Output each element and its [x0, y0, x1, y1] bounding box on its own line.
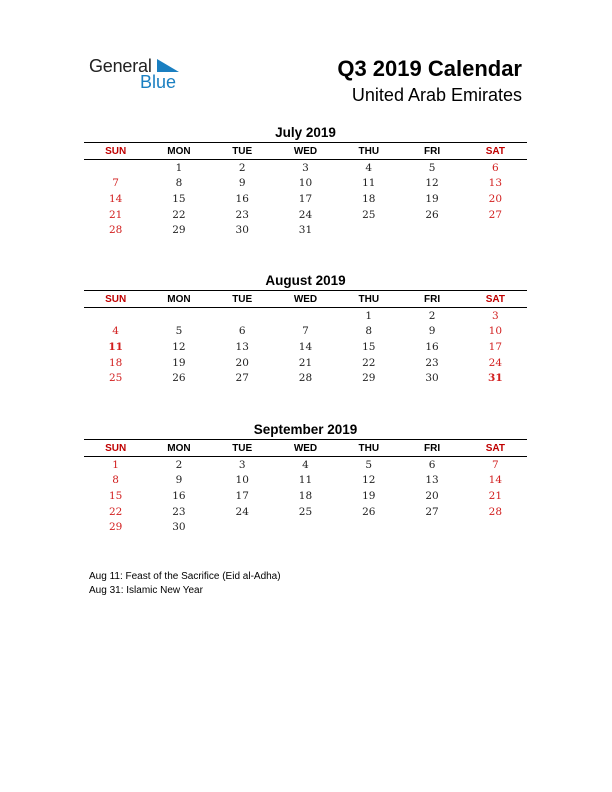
day-cell: 15 — [172, 192, 186, 205]
day-cell: 29 — [172, 224, 186, 237]
day-cell: 19 — [362, 489, 376, 502]
day-cell: 29 — [362, 372, 376, 385]
day-cell: 24 — [488, 356, 503, 369]
day-cell: 8 — [365, 325, 373, 338]
day-cell: 26 — [362, 505, 376, 518]
day-cell: 6 — [491, 161, 499, 174]
weekday-sun: SUN — [105, 442, 127, 454]
week-row — [84, 370, 527, 386]
logo-text-blue: Blue — [140, 72, 177, 92]
day-cell: 23 — [235, 208, 249, 221]
day-cell: 24 — [298, 208, 313, 221]
week-row — [84, 473, 527, 489]
week-row — [84, 488, 527, 504]
month-title: July 2019 — [275, 125, 336, 140]
day-cell: 10 — [298, 177, 313, 190]
day-cell: 17 — [298, 192, 313, 205]
day-cell: 28 — [108, 224, 123, 237]
day-cell: 30 — [235, 224, 249, 237]
day-cell: 11 — [108, 340, 123, 353]
holiday-notes — [89, 570, 281, 598]
holiday-note: Aug 11: Feast of the Sacrifice (Eid al-Adha) — [89, 571, 281, 582]
day-cell: 9 — [238, 177, 246, 190]
week-row — [84, 519, 527, 535]
day-cell: 10 — [235, 474, 249, 487]
weekday-sun: SUN — [105, 293, 127, 305]
day-cell: 2 — [238, 161, 246, 174]
day-cell: 30 — [172, 521, 186, 534]
day-cell: 25 — [362, 208, 376, 221]
day-cell: 12 — [362, 474, 376, 487]
weekday-mon: MON — [167, 442, 191, 454]
general-blue-logo — [89, 56, 189, 96]
day-cell: 17 — [235, 489, 249, 502]
weekday-mon: MON — [167, 145, 191, 157]
country-subtitle: United Arab Emirates — [351, 85, 522, 105]
day-cell: 22 — [172, 208, 186, 221]
weekday-thu: THU — [358, 442, 380, 454]
weekday-sun: SUN — [105, 145, 127, 157]
day-cell: 8 — [175, 177, 183, 190]
weekday-tue: TUE — [232, 145, 253, 157]
day-cell: 22 — [108, 505, 123, 518]
day-cell: 5 — [175, 325, 183, 338]
day-cell: 16 — [425, 340, 439, 353]
month-july — [84, 124, 527, 238]
day-cell: 18 — [362, 192, 376, 205]
day-cell: 7 — [302, 325, 309, 338]
day-cell: 3 — [491, 309, 499, 322]
week-row — [84, 355, 527, 371]
week-row — [84, 222, 527, 238]
weekday-wed: WED — [293, 145, 318, 157]
day-cell: 12 — [172, 340, 186, 353]
day-cell: 27 — [425, 505, 439, 518]
day-cell: 14 — [488, 474, 503, 487]
day-cell: 21 — [298, 356, 313, 369]
weekday-wed: WED — [293, 442, 318, 454]
day-cell: 14 — [108, 192, 123, 205]
day-cell: 31 — [488, 372, 503, 385]
day-cell: 26 — [172, 372, 186, 385]
day-cell: 17 — [488, 340, 503, 353]
weekday-sat: SAT — [485, 145, 505, 157]
day-cell: 15 — [108, 489, 123, 502]
day-cell: 4 — [302, 458, 309, 471]
logo-triangle-icon — [157, 59, 179, 72]
weekday-header-row — [84, 142, 527, 160]
day-cell: 5 — [365, 458, 373, 471]
day-cell: 3 — [302, 161, 309, 174]
month-title: August 2019 — [265, 273, 346, 288]
day-cell: 27 — [488, 208, 503, 221]
day-cell: 2 — [175, 458, 183, 471]
day-cell: 18 — [108, 356, 123, 369]
day-cell: 27 — [235, 372, 249, 385]
weekday-mon: MON — [167, 293, 191, 305]
weekday-sat: SAT — [485, 442, 505, 454]
day-cell: 26 — [425, 208, 439, 221]
day-cell: 18 — [298, 489, 313, 502]
day-cell: 13 — [425, 474, 439, 487]
day-cell: 10 — [488, 325, 503, 338]
day-cell: 23 — [425, 356, 439, 369]
holiday-note: Aug 31: Islamic New Year — [89, 585, 203, 596]
weekday-header-row — [84, 439, 527, 457]
week-row — [84, 504, 527, 520]
weekday-tue: TUE — [232, 293, 253, 305]
day-cell: 12 — [425, 177, 439, 190]
page-title: Q3 2019 Calendar — [337, 56, 522, 81]
week-row — [84, 339, 527, 355]
weekday-fri: FRI — [423, 442, 441, 454]
weekday-thu: THU — [358, 145, 380, 157]
week-row — [84, 191, 527, 207]
day-cell: 30 — [425, 372, 439, 385]
day-cell: 15 — [362, 340, 376, 353]
weekday-thu: THU — [358, 293, 380, 305]
day-cell: 13 — [488, 177, 503, 190]
day-cell: 7 — [491, 458, 499, 471]
day-cell: 16 — [235, 192, 249, 205]
day-cell: 28 — [298, 372, 313, 385]
day-cell: 20 — [425, 489, 439, 502]
week-row — [84, 207, 527, 223]
day-cell: 31 — [298, 224, 313, 237]
logo-text-general: General — [89, 56, 152, 76]
weekday-fri: FRI — [423, 293, 441, 305]
week-row — [84, 308, 527, 324]
day-cell: 14 — [298, 340, 313, 353]
week-row — [84, 160, 527, 176]
day-cell: 16 — [172, 489, 186, 502]
day-cell: 3 — [238, 458, 246, 471]
day-cell: 22 — [362, 356, 376, 369]
day-cell: 4 — [112, 325, 119, 338]
day-cell: 20 — [235, 356, 249, 369]
day-cell: 28 — [488, 505, 503, 518]
day-cell: 13 — [235, 340, 249, 353]
day-cell: 9 — [175, 474, 183, 487]
month-title: September 2019 — [253, 422, 358, 437]
week-row — [84, 324, 527, 340]
day-cell: 20 — [488, 192, 503, 205]
weekday-fri: FRI — [423, 145, 441, 157]
day-cell: 21 — [488, 489, 503, 502]
day-cell: 21 — [108, 208, 123, 221]
day-cell: 7 — [112, 177, 119, 190]
day-cell: 25 — [108, 372, 123, 385]
weekday-sat: SAT — [485, 293, 505, 305]
day-cell: 11 — [298, 474, 313, 487]
day-cell: 29 — [108, 521, 123, 534]
day-cell: 1 — [175, 161, 183, 174]
day-cell: 19 — [172, 356, 186, 369]
day-cell: 11 — [362, 177, 376, 190]
day-cell: 1 — [365, 309, 373, 322]
weekday-tue: TUE — [232, 442, 253, 454]
day-cell: 23 — [172, 505, 186, 518]
month-august — [84, 272, 527, 386]
day-cell: 9 — [428, 325, 436, 338]
week-row — [84, 176, 527, 192]
day-cell: 25 — [298, 505, 313, 518]
day-cell: 8 — [112, 474, 119, 487]
day-cell: 1 — [112, 458, 119, 471]
day-cell: 24 — [235, 505, 249, 518]
day-cell: 6 — [238, 325, 246, 338]
day-cell: 2 — [428, 309, 436, 322]
day-cell: 4 — [365, 161, 373, 174]
week-row — [84, 457, 527, 473]
day-cell: 6 — [428, 458, 436, 471]
day-cell: 5 — [428, 161, 436, 174]
day-cell: 19 — [425, 192, 439, 205]
weekday-wed: WED — [293, 293, 318, 305]
weekday-header-row — [84, 290, 527, 308]
month-september — [84, 421, 527, 535]
